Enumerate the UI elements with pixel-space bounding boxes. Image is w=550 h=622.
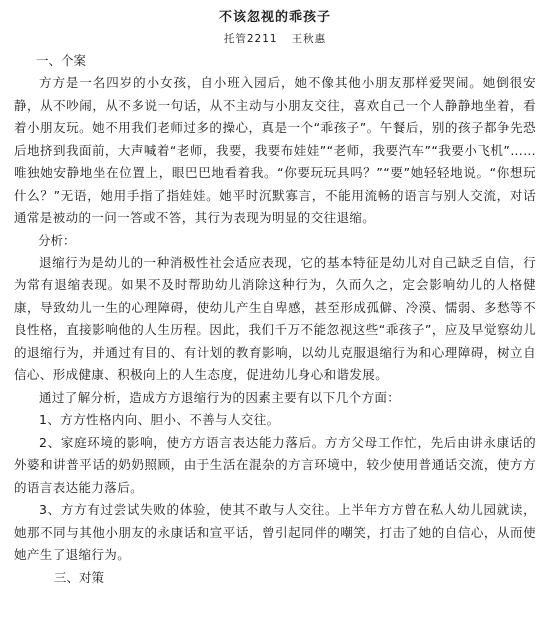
analysis-paragraph-1: 退缩行为是幼儿的一种消极性社会适应表现，它的基本特征是幼儿对自己缺乏自信，行为常有退缩表现。如果不及时帮助幼儿消除这种行为，久而久之，定会影响幼儿的人格健康，导致幼儿一生的心理障碍，使幼儿产生自卑感，甚至形成孤僻、冷漠、懦弱、多愁等不良性格，直接影响他的人生历程。因此，我们千万不能忽视这些“乖孩子”，应及早觉察幼儿的退缩行为，并通过有目的、有计划的教育影响，以幼儿克服退缩行为和心理障碍，树立自信心、形成健康、积极向上的人生态度，促进幼儿身心和谐发展。 [14,254,536,382]
case-paragraph: 方方是一名四岁的小女孩，自小班入园后，她不像其他小朋友那样爱哭闹。她倒很安静，从不吵闹，从不多说一句话，从不主动与小朋友交往，喜欢自己一个人静静地坐着，看着小朋友玩。她不用我们老师过多的操心，真是一个“乖孩子”。午餐后，别的孩子都争先恐后地挤到我面前，大声喊着“老师，我要，我要布娃娃”“老师，我要汽车”“我要小飞机”……唯独她安静地坐在位置上，眼巴巴地看着我。“你要玩玩具吗？”“要”她轻轻地说。“你想玩什么？”无语，她用手指了指娃娃。她平时沉默寡言，不能用流畅的语言与别人交流，对话通常是被动的一问一答或不答，其行为表现为明显的交往退缩。 [14,75,536,225]
analysis-paragraph-2: 通过了解分析，造成方方退缩行为的因素主要有以下几个方面： [39,389,401,405]
factor-paragraph-1: 1、方方性格内向、胆小、不善与人交往。 [39,412,280,427]
factor-paragraph-3: 3、方方有过尝试失败的体验，使其不敢与人交往。上半年方方曾在私人幼儿园就读，她那不同与其他小朋友的永康话和宣平话，曾引起同伴的嘲笑，打击了她的自信心，从而使她产生了退缩行为。 [14,502,536,562]
document-title: 不该忽视的乖孩子 [218,10,331,25]
analysis-heading: 分析： [38,232,76,248]
author-line [14,32,536,46]
factor-paragraph-2: 2、家庭环境的影响，使方方语言表达能力落后。方方父母工作忙，先后由讲永康话的外婆和讲普平话的奶奶照顾，由于生活在混杂的方言环境中，较少使用普通话交流，使方方的语言表达能力落后。 [14,434,536,495]
case-heading: 一、个案 [36,53,87,68]
author-class: 托管2211 [223,33,278,45]
author-name: 王秋惠 [291,33,327,45]
strategy-heading: 三、对策 [54,569,105,585]
